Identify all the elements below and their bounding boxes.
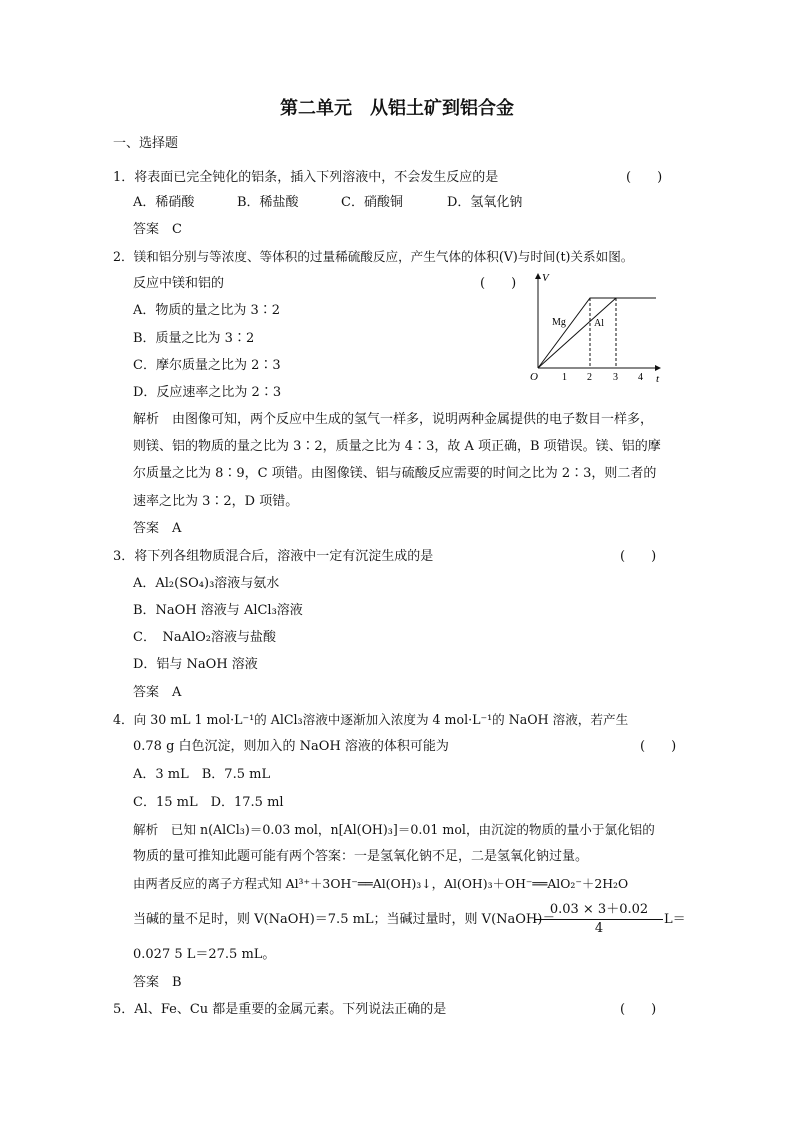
x-tick-3: 3 — [613, 372, 618, 383]
x-tick-2: 2 — [587, 372, 592, 383]
q3-option-a: A．Al₂(SO₄)₃溶液与氨水 — [133, 576, 280, 591]
x-axis-label: t — [656, 373, 660, 385]
al-curve — [538, 298, 616, 368]
q4-analysis-line1: 解析 已知 n(AlCl₃)＝0.03 mol，n[Al(OH)₃]＝0.01 mol，由沉淀的物质的量小于氯化铝的 — [133, 822, 655, 837]
q4-analysis-line4-left: 当碱的量不足时，则 V(NaOH)＝7.5 mL；当碱过量时，则 V(NaOH)＝ — [133, 912, 556, 927]
mg-curve — [538, 298, 656, 368]
q2-analysis-line3: 尔质量之比为 8∶9，C 项错。由图像镁、铝与硫酸反应需要的时间之比为 2∶3，则二者的 — [133, 466, 657, 481]
q3-option-b: B．NaOH 溶液与 AlCl₃溶液 — [133, 603, 303, 618]
q4-analysis-line5: 0.027 5 L＝27.5 mL。 — [133, 947, 276, 962]
q1-option-a: A．稀硝酸 — [133, 195, 195, 210]
q4-fraction — [535, 901, 663, 938]
q2-stem-line1: 2．镁和铝分别与等浓度、等体积的过量稀硫酸反应，产生气体的体积(V)与时间(t)关系如图。 — [113, 249, 634, 264]
q5-stem: 5．Al、Fe、Cu 都是重要的金属元素。下列说法正确的是 — [113, 1002, 447, 1017]
q4-analysis-line2: 物质的量可推知此题可能有两个答案：一是氢氧化钠不足，二是氢氧化钠过量。 — [133, 849, 589, 864]
q4-answer: 答案 B — [133, 975, 182, 990]
q1-option-d: D．氢氧化钠 — [447, 195, 523, 210]
q1-option-b: B．稀盐酸 — [237, 195, 299, 210]
q3-stem: 3．将下列各组物质混合后，溶液中一定有沉淀生成的是 — [113, 549, 434, 564]
al-curve-label: Al — [594, 318, 604, 329]
q1-stem: 1．将表面已完全钝化的铝条，插入下列溶液中，不会发生反应的是 — [113, 170, 499, 185]
q4-stem-line2: 0.78 g 白色沉淀，则加入的 NaOH 溶液的体积可能为 — [133, 739, 449, 754]
mg-curve-label: Mg — [552, 317, 566, 328]
q4-analysis-line4-right: L＝ — [664, 912, 686, 927]
q3-option-c: C． NaAlO₂溶液与盐酸 — [133, 630, 276, 645]
q1-option-c: C．硝酸铜 — [341, 195, 403, 210]
x-tick-4: 4 — [638, 372, 643, 383]
origin-label: O — [530, 371, 538, 383]
q2-analysis-line4: 速率之比为 3∶2，D 项错。 — [133, 494, 299, 509]
q3-option-d: D．铝与 NaOH 溶液 — [133, 657, 258, 672]
y-axis-label: V — [542, 272, 549, 284]
q2-stem-line2: 反应中镁和铝的 — [133, 276, 225, 291]
q3-answer: 答案 A — [133, 685, 182, 700]
q1-answer-paren: ( ) — [626, 170, 663, 185]
page-title: 第二单元 从铝土矿到铝合金 — [280, 98, 514, 119]
q4-options-row2: C．15 mL D．17.5 ml — [133, 795, 284, 810]
q4-options-row1: A．3 mL B．7.5 mL — [133, 767, 271, 782]
q4-fraction-denominator: 4 — [594, 921, 604, 936]
q2-answer-paren: ( ) — [480, 276, 517, 291]
q5-answer-paren: ( ) — [620, 1002, 657, 1017]
q4-fraction-numerator: 0.03 × 3＋0.02 — [535, 901, 663, 920]
q4-analysis-line3: 由两者反应的离子方程式知 Al³⁺＋3OH⁻══Al(OH)₃↓，Al(OH)₃＋OH⁻══AlO₂⁻＋2H₂O — [133, 876, 629, 891]
q2-option-c: C．摩尔质量之比为 2∶3 — [133, 358, 281, 373]
x-tick-1: 1 — [562, 372, 567, 383]
q1-answer: 答案 C — [133, 222, 182, 237]
q4-answer-paren: ( ) — [640, 739, 677, 754]
q2-volume-time-graph — [528, 268, 668, 388]
q4-stem-line1: 4．向 30 mL 1 mol·L⁻¹的 AlCl₃溶液中逐渐加入浓度为 4 mol·L⁻¹的 NaOH 溶液，若产生 — [113, 712, 629, 727]
q2-option-b: B．质量之比为 3∶2 — [133, 331, 255, 346]
section-heading: 一、选择题 — [113, 136, 179, 151]
q2-answer: 答案 A — [133, 521, 182, 536]
q2-analysis-line2: 则镁、铝的物质的量之比为 3∶2，质量之比为 4∶3，故 A 项正确，B 项错误。镁、铝的摩 — [133, 439, 661, 454]
q2-analysis-line1: 解析 由图像可知，两个反应中生成的氢气一样多，说明两种金属提供的电子数目一样多， — [133, 412, 654, 427]
q3-answer-paren: ( ) — [620, 549, 657, 564]
q2-option-a: A．物质的量之比为 3∶2 — [133, 303, 281, 318]
q2-option-d: D．反应速率之比为 2∶3 — [133, 385, 282, 400]
